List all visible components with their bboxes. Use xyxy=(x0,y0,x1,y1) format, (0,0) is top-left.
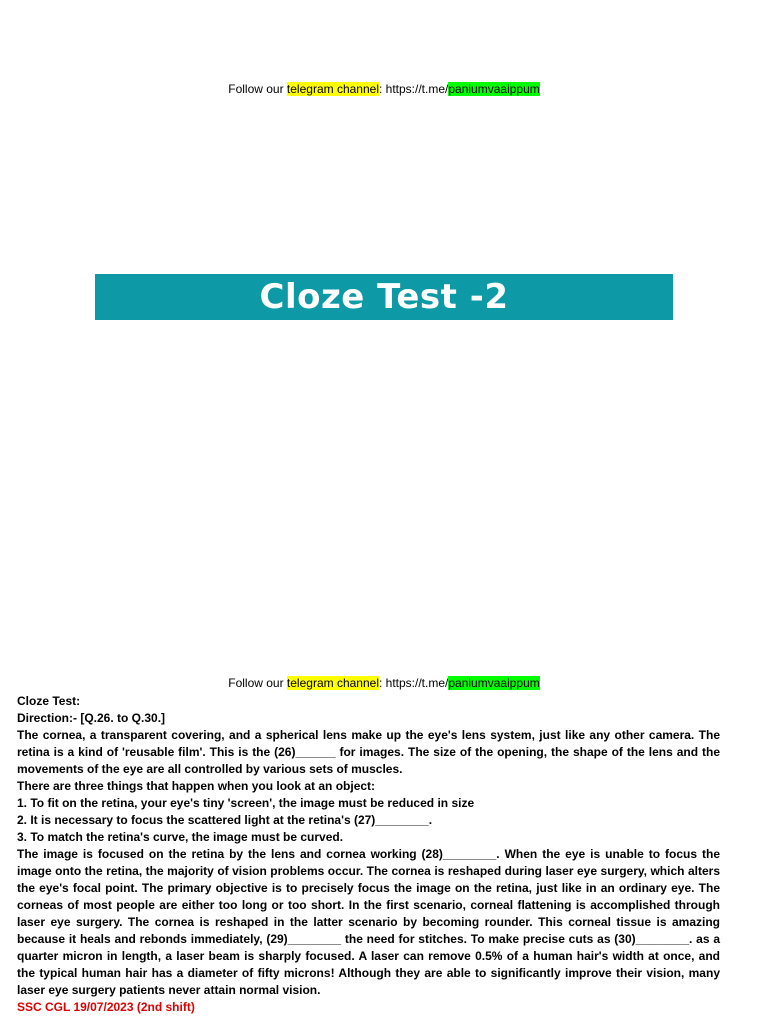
list-item: 3. To match the retina's curve, the image must be curved. xyxy=(17,830,344,844)
follow-url[interactable]: https://t.me/ xyxy=(385,82,449,96)
exam-source: SSC CGL 19/07/2023 (2nd shift) xyxy=(17,1000,195,1014)
list-item: 2. It is necessary to focus the scattered light at the retina's (27)________. xyxy=(17,813,433,827)
list-item: 1. To fit on the retina, your eye's tiny 'screen', the image must be reduced in size xyxy=(17,796,475,810)
follow-url[interactable]: https://t.me/ xyxy=(385,676,449,690)
page-title: Cloze Test -2 xyxy=(259,277,509,317)
title-banner xyxy=(95,274,673,320)
passage-paragraph-1: The cornea, a transparent covering, and a spherical lens make up the eye's lens system, just like any other camera. The retina is a kind of 'reusable film'. This is the (26)______ for images. The size of the opening, the shape of the lens and the movements of the eye are all controlled by various sets of muscles. xyxy=(17,728,720,776)
section-heading: Cloze Test: xyxy=(17,694,81,708)
follow-handle[interactable]: paniumvaaippum xyxy=(448,676,540,690)
follow-handle[interactable]: paniumvaaippum xyxy=(448,82,540,96)
cloze-passage xyxy=(17,693,720,1016)
passage-paragraph-2: The image is focused on the retina by the lens and cornea working (28)________. When the eye is unable to focus the image onto the retina, the majority of vision problems occur. The cornea is reshaped during laser eye surgery, which alters the eye's focal point. The primary objective is to precisely focus the image on the retina, just like in an ordinary eye. The corneas of most people are either too long or too short. In the first scenario, corneal flattening is accomplished through laser eye surgery. The cornea is reshaped in the latter scenario by becoming rounder. This corneal tissue is amazing because it heals and rebonds immediately, (29)________ the need for stitches. To make precise cuts as (30)________. as a quarter micron in length, a laser beam is sharply focused. A laser can remove 0.5% of a human hair's width at once, and the typical human hair has a diameter of fifty microns! Although they are able to significantly improve their vision, many laser eye surgery patients never attain normal vision. xyxy=(17,847,720,997)
telegram-channel-link[interactable]: telegram channel xyxy=(286,82,379,96)
follow-colon: : xyxy=(378,82,386,96)
follow-line-top xyxy=(0,82,768,97)
follow-line-bottom xyxy=(0,676,768,691)
follow-prefix: Follow our xyxy=(228,82,287,96)
direction-text: Direction:- [Q.26. to Q.30.] xyxy=(17,711,166,725)
list-intro: There are three things that happen when you look at an object: xyxy=(17,779,376,793)
follow-prefix: Follow our xyxy=(228,676,287,690)
telegram-channel-link[interactable]: telegram channel xyxy=(286,676,379,690)
follow-colon: : xyxy=(378,676,386,690)
